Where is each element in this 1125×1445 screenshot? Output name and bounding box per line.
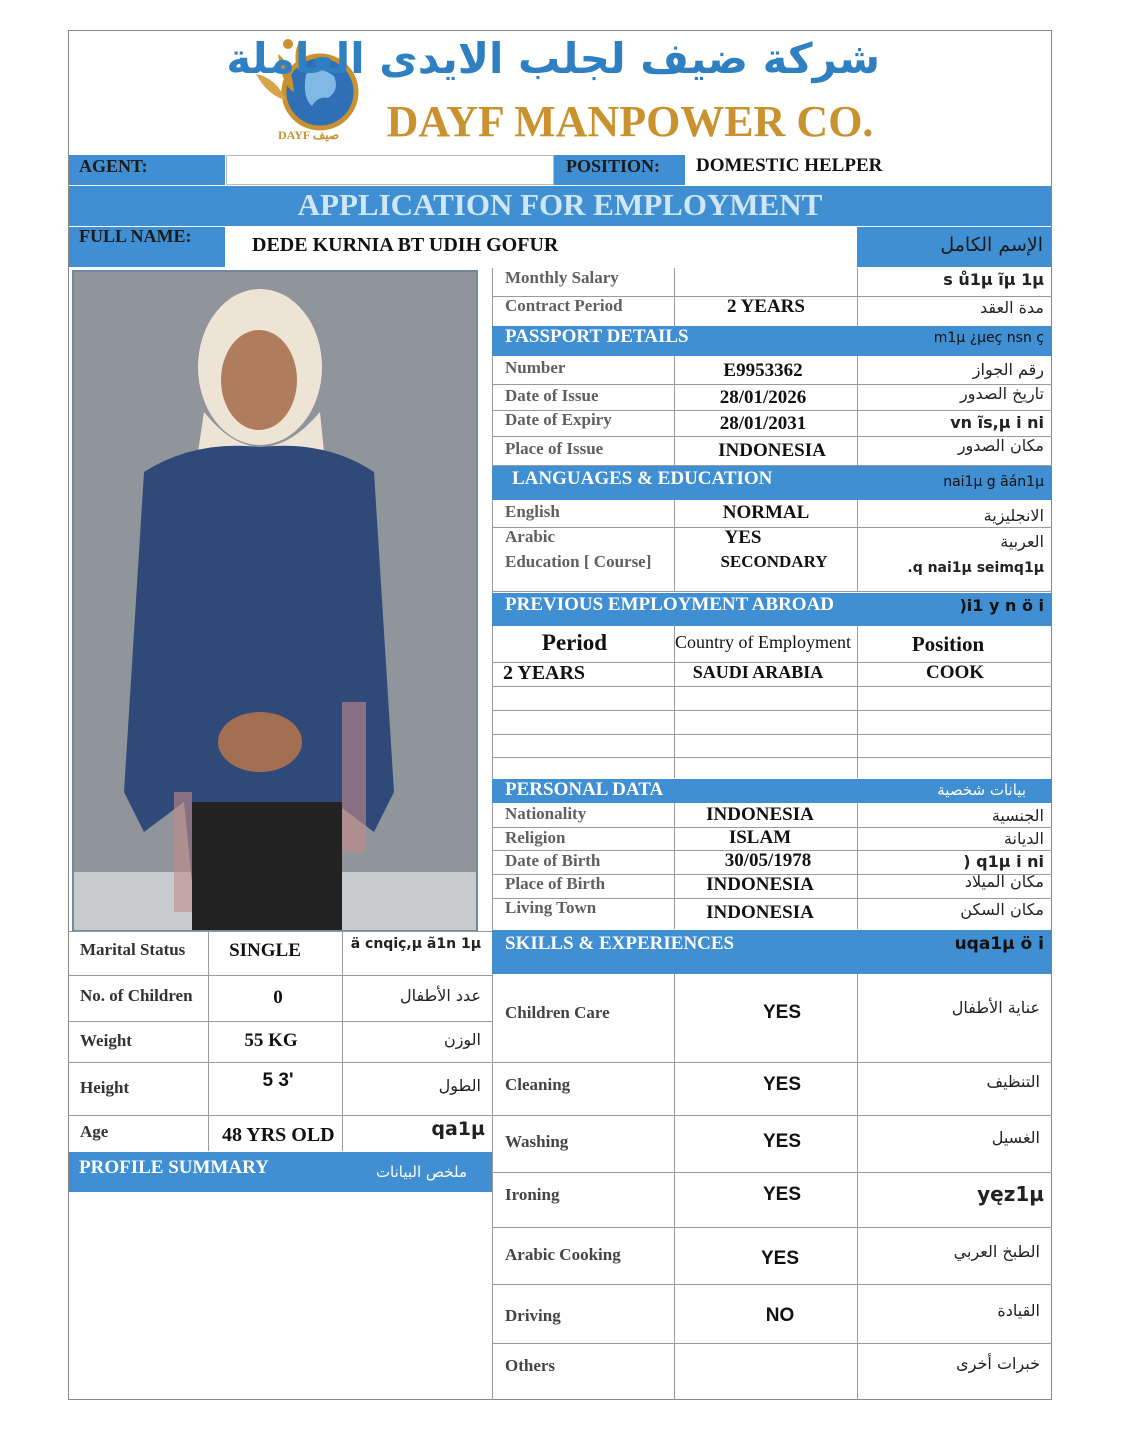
contract-period-arabic: مدة العقد [980,298,1044,317]
fullname-label: FULL NAME: [79,226,192,246]
weight-value: 55 KG [244,1030,298,1051]
passport-row-label: Date of Issue [505,386,599,405]
personal-row-label: Living Town [505,898,597,917]
education-value: SECONDARY [720,552,828,571]
language-row-arabic: .q nai1µ seimq1µ [907,560,1044,576]
personal-row-arabic: الجنسية [991,806,1044,825]
profile-summary-body [69,1193,492,1399]
washing-value: YES [762,1131,802,1152]
col-period-header: Period [541,630,608,655]
language-row-label: English [505,502,560,521]
passport-row-label: Date of Expiry [505,410,612,429]
languages-title: LANGUAGES & EDUCATION [512,468,773,489]
prev-period-value: 2 YEARS [503,662,586,684]
passport-title-arabic: m1µ ¿µeç nsn ç [933,330,1044,346]
personal-row-arabic: مكان الميلاد [964,872,1044,891]
position-value: DOMESTIC HELPER [696,155,883,176]
personal-row-label: Place of Birth [505,874,606,893]
agent-field[interactable] [226,155,554,185]
skill-row-arabic: الغسيل [991,1128,1040,1147]
contract-period-label: Contract Period [505,296,623,315]
physical-row-label: Height [80,1078,130,1097]
previous-title: PREVIOUS EMPLOYMENT ABROAD [505,594,835,615]
company-name-english: DAYF MANPOWER CO. [386,97,874,146]
date-of-issue-value: 28/01/2026 [719,387,807,408]
prev-position-value: COOK [925,662,985,683]
skill-row-arabic: الطبخ العربي [953,1242,1040,1261]
passport-row-label: Number [505,358,566,377]
salary-label: Monthly Salary [505,268,619,287]
arabic-value: YES [724,527,762,548]
skill-row-label: Arabic Cooking [505,1245,621,1264]
date-of-expiry-value: 28/01/2031 [719,413,807,434]
skill-row-arabic: القيادة [997,1301,1040,1320]
physical-row-arabic: qa1µ [431,1118,485,1140]
language-row-arabic: العربية [1000,532,1044,551]
passport-row-label: Place of Issue [505,439,604,458]
passport-title: PASSPORT DETAILS [505,326,689,347]
personal-row-arabic: ) q1µ i ni [963,852,1044,871]
applicant-photo [72,270,478,932]
skill-row-arabic: yęz1µ [977,1182,1044,1206]
skill-row-arabic: خبرات أخرى [956,1354,1040,1373]
salary-arabic: s ů1µ ĩµ 1µ [943,270,1044,289]
place-of-birth-value: INDONESIA [706,874,814,895]
skill-row-label: Washing [505,1132,569,1151]
skill-row-arabic: التنظيف [986,1072,1040,1091]
children-care-value: YES [762,1002,802,1023]
passport-number-value: E9953362 [723,360,803,381]
personal-row-arabic: مكان السكن [960,900,1044,919]
nationality-value: INDONESIA [706,804,814,825]
skill-row-label: Ironing [505,1185,560,1204]
english-value: NORMAL [722,502,810,523]
personal-title: PERSONAL DATA [505,779,664,800]
position-label: POSITION: [566,156,661,176]
personal-row-arabic: الديانة [1003,829,1044,848]
language-row-label: Education [ Course] [505,552,652,571]
date-of-birth-value: 30/05/1978 [724,850,812,871]
personal-row-label: Nationality [505,804,587,823]
physical-row-arabic: عدد الأطفال [399,986,481,1005]
passport-row-arabic: تاريخ الصدور [960,384,1044,403]
passport-row-arabic: رقم الجواز [972,360,1044,379]
age-value: 48 YRS OLD [222,1124,335,1146]
skill-row-label: Driving [505,1306,561,1325]
physical-row-label: No. of Children [80,986,193,1005]
physical-row-arabic: الوزن [443,1030,481,1049]
physical-row-arabic: الطول [438,1076,481,1095]
prev-country-value: SAUDI ARABIA [692,662,824,682]
languages-title-arabic: nai1µ g ãán1µ [943,474,1044,490]
skill-row-label: Children Care [505,1003,610,1022]
agent-label: AGENT: [79,156,148,176]
company-name-arabic: شركة ضيف لجلب الايدى العاملة [226,34,880,83]
profile-title: PROFILE SUMMARY [79,1157,269,1178]
religion-value: ISLAM [728,827,792,848]
personal-row-label: Religion [505,828,566,847]
fullname-value: DEDE KURNIA BT UDIH GOFUR [252,234,559,256]
col-position-header: Position [911,632,985,656]
living-town-value: INDONESIA [706,902,814,923]
height-value: 5 3' [262,1070,294,1091]
skill-row-arabic: عناية الأطفال [951,998,1040,1017]
language-row-label: Arabic [505,527,556,546]
driving-value: NO [765,1305,795,1326]
previous-title-arabic: )i1 y n ö i [959,596,1044,615]
personal-row-label: Date of Birth [505,851,601,870]
physical-row-label: Age [80,1122,109,1141]
skill-row-label: Others [505,1356,556,1375]
skills-title: SKILLS & EXPERIENCES [505,933,735,954]
right-table-left-border [492,268,493,1400]
contract-period-value: 2 YEARS [727,296,805,317]
skill-row-label: Cleaning [505,1075,571,1094]
passport-row-arabic: مكان الصدور [957,436,1044,455]
arabic-cooking-value: YES [760,1248,800,1269]
skills-title-arabic: uqa1µ ö i [954,934,1044,954]
form-title: APPLICATION FOR EMPLOYMENT [297,187,823,222]
fullname-arabic: الإسم الكامل [940,234,1043,256]
marital-status-value: SINGLE [229,940,301,961]
language-row-arabic: الانجليزية [983,506,1044,525]
passport-row-arabic: vn ĩs,µ i ni [950,413,1044,432]
cleaning-value: YES [762,1074,802,1095]
ironing-value: YES [762,1184,802,1205]
place-of-issue-value: INDONESIA [718,440,826,461]
physical-row-arabic: ä cnqiç,µ ã1n 1µ [350,936,481,952]
children-count-value: 0 [273,987,283,1008]
profile-title-arabic: ملخص البيانات [375,1163,467,1181]
physical-row-label: Marital Status [80,940,186,959]
personal-title-arabic: بيانات شخصية [937,781,1026,799]
logo-caption: DAYF صيف [278,128,340,142]
physical-row-label: Weight [80,1031,132,1050]
col-country-header: Country of Employment [675,632,851,652]
